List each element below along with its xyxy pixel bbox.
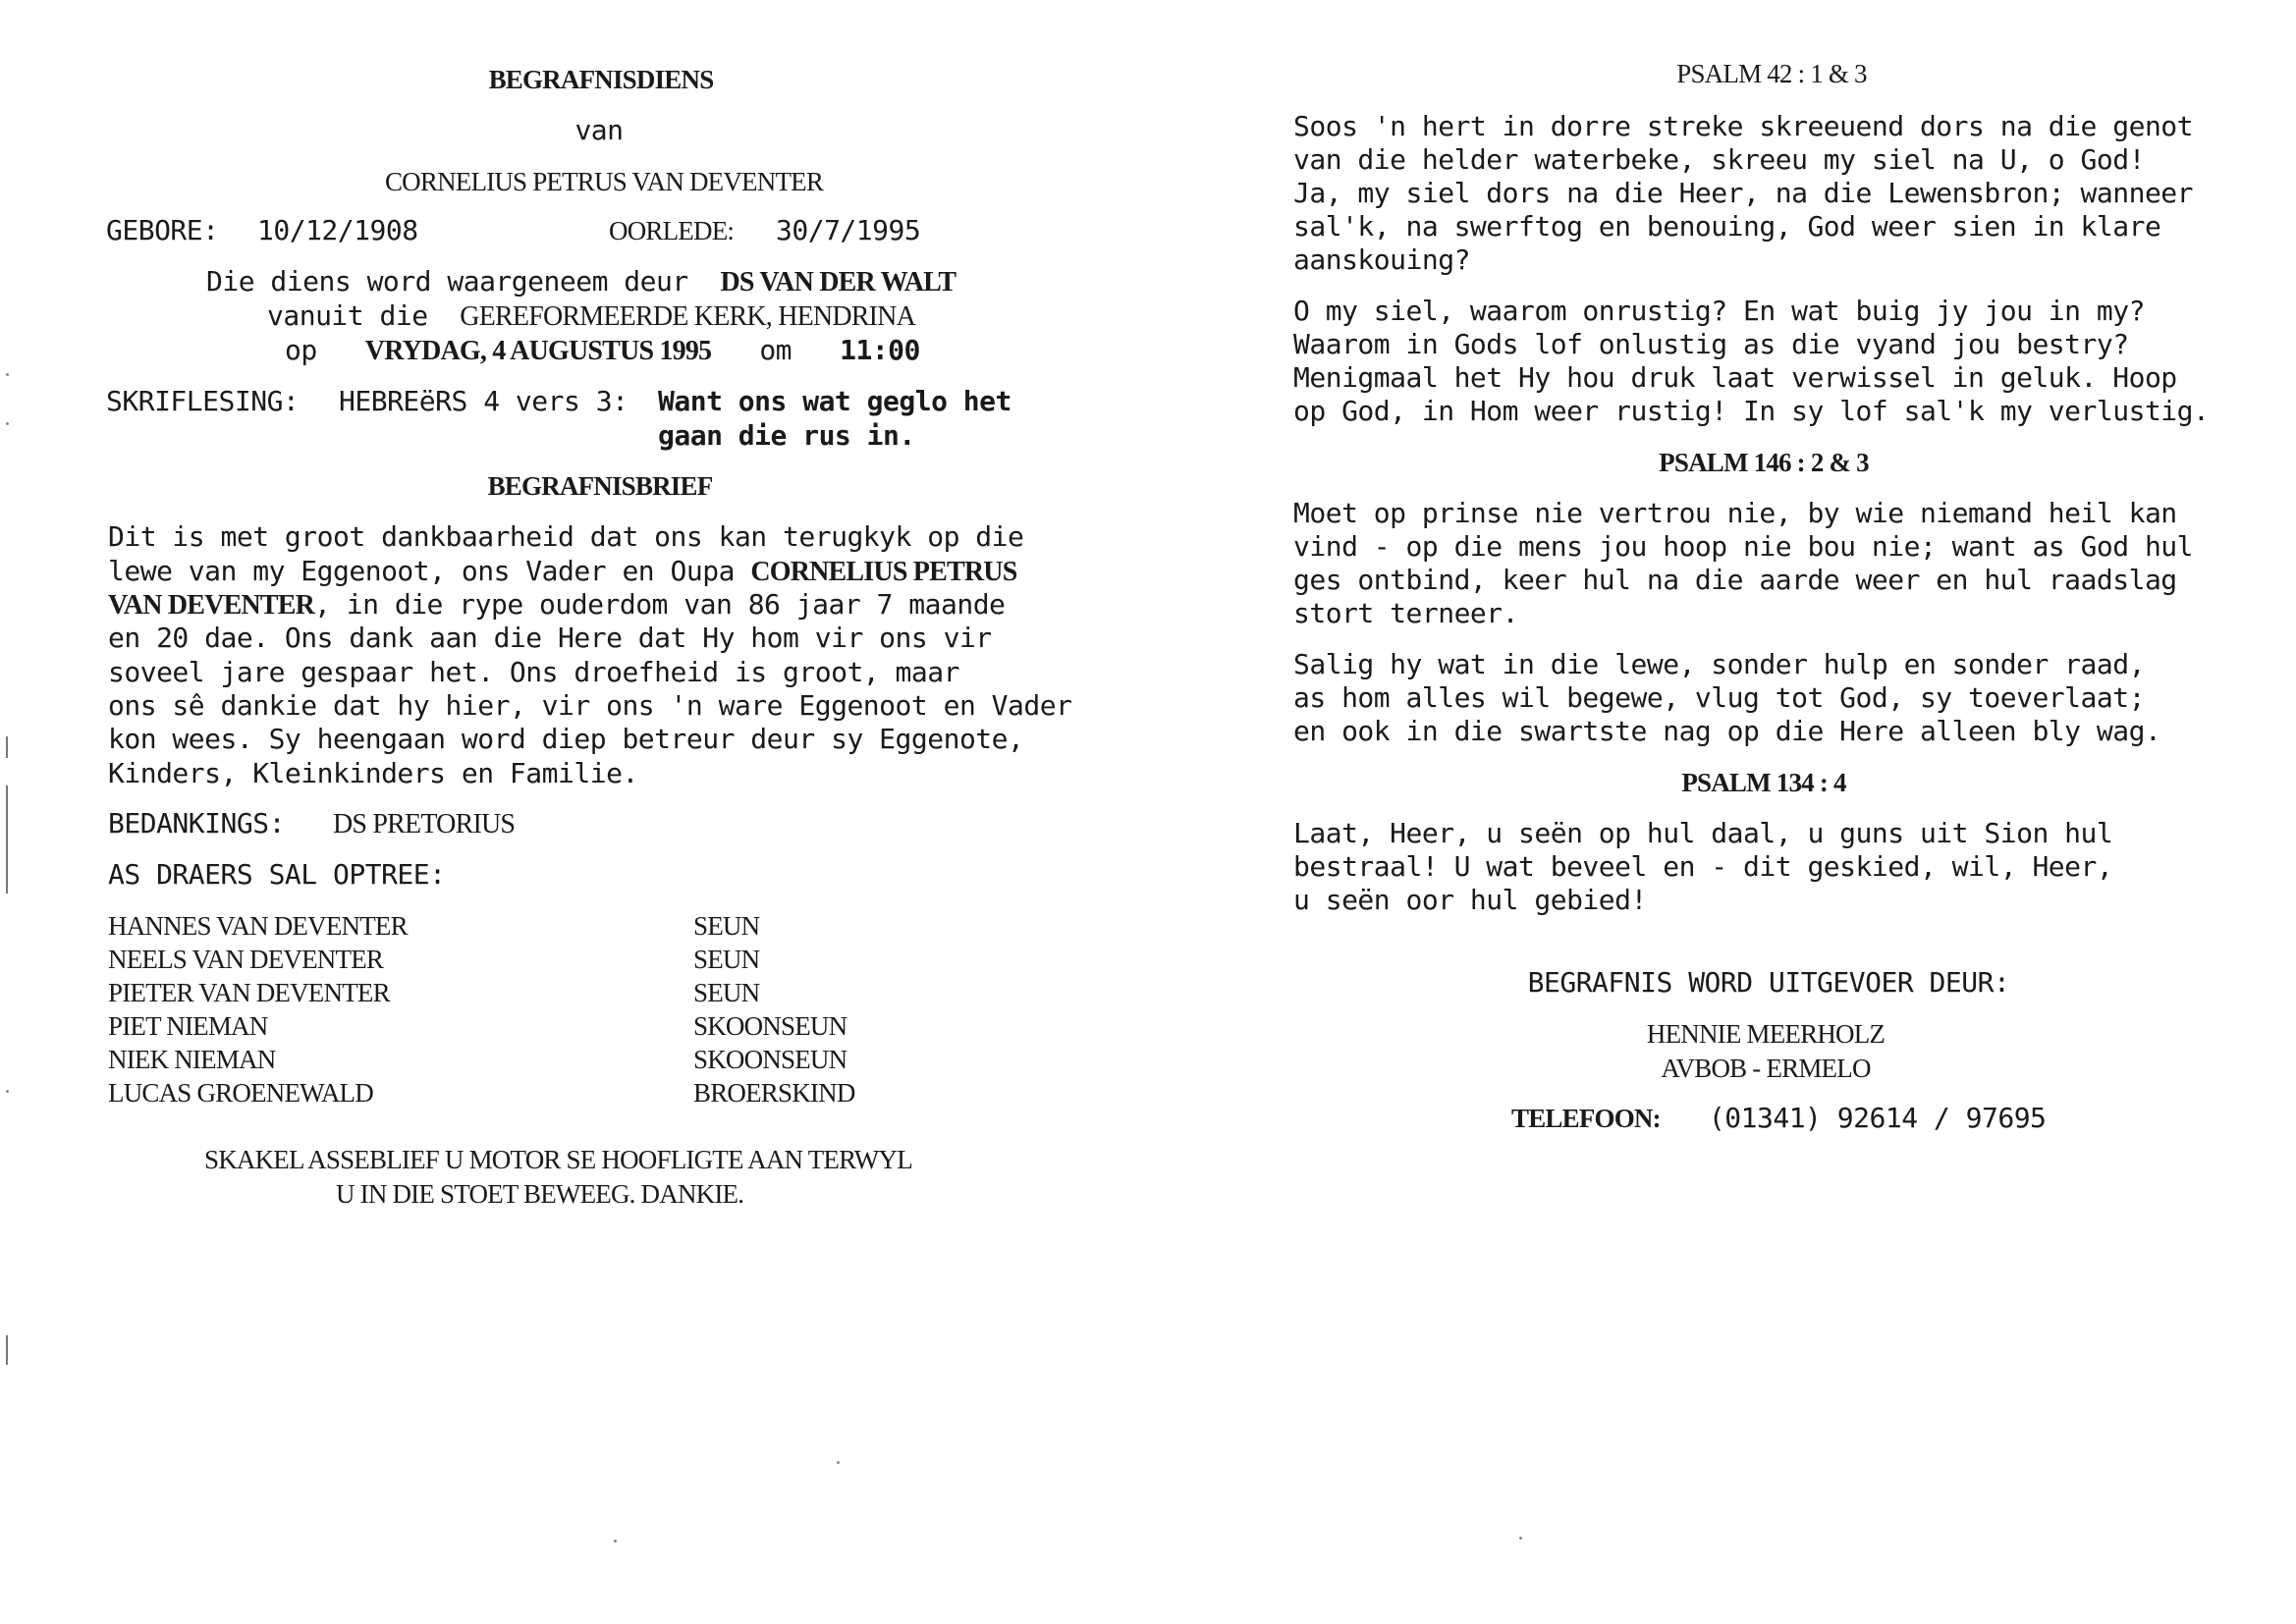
scan-dot xyxy=(837,1461,840,1464)
letter-deceased-name: CORNELIUS PETRUS xyxy=(750,557,1017,587)
phone-number: (01341) 92614 / 97695 xyxy=(1708,1102,2047,1134)
letter-line: soveel jare gespaar het. Ons droefheid is groot, maar xyxy=(108,656,959,688)
service-line-2-text: vanuit die xyxy=(267,299,428,332)
letter-line: ons sê dankie dat hy hier, vir ons 'n ware Eggenoot en Vader xyxy=(108,689,1072,722)
psalm-line: Menigmaal het Hy hou druk laat verwissel in geluk. Hoop xyxy=(1293,361,2177,394)
letter-line: Kinders, Kleinkinders en Familie. xyxy=(108,757,638,789)
died-date: 30/7/1995 xyxy=(776,214,921,246)
scan-dot xyxy=(6,422,9,425)
psalm-line: vind - op die mens jou hoop nie bou nie; want as God hul xyxy=(1293,530,2194,563)
deceased-name: CORNELIUS PETRUS VAN DEVENTER xyxy=(384,167,824,196)
service-op: op xyxy=(285,334,317,366)
service-time: 11:00 xyxy=(840,334,920,366)
right-page xyxy=(1148,0,2296,1624)
scan-mark xyxy=(6,785,8,893)
psalm-line: Soos 'n hert in dorre streke skreeuend dors na die genot xyxy=(1293,110,2194,142)
letter-line: en 20 dae. Ons dank aan die Here dat Hy hom vir ons vir xyxy=(108,622,992,654)
letter-deceased-surname: VAN DEVENTER xyxy=(108,590,315,621)
van-label: van xyxy=(574,114,624,146)
psalm-line: Waarom in Gods lof onlustig as die vyand jou bestry? xyxy=(1293,328,2129,360)
psalm-line: van die helder waterbeke, skreeu my siel na U, o God! xyxy=(1293,143,2145,176)
born-date: 10/12/1908 xyxy=(257,214,418,246)
thanks-name: DS PRETORIUS xyxy=(333,809,516,839)
thanks-line xyxy=(108,807,515,841)
undertaker-company: AVBOB - ERMELO xyxy=(1661,1054,1871,1083)
phone-line xyxy=(1511,1102,2046,1135)
reading-label: SKRIFLESING: xyxy=(106,385,300,417)
bearer-name: NEELS VAN DEVENTER xyxy=(108,945,384,974)
service-line-2 xyxy=(267,299,915,334)
psalm-1-title xyxy=(1148,57,2296,90)
reading-text-2: gaan die rus in. xyxy=(658,419,915,452)
psalm-3-title: PSALM 134 : 4 xyxy=(1681,768,1846,797)
service-title: BEGRAFNISDIENS xyxy=(488,65,714,94)
psalm-line: op God, in Hom weer rustig! In sy lof sal'k my verlustig. xyxy=(1293,395,2210,427)
bearer-relation: BROERSKIND xyxy=(693,1078,855,1108)
bearer-name: LUCAS GROENEWALD xyxy=(108,1078,373,1108)
notice-line-1: SKAKEL ASSEBLIEF U MOTOR SE HOOFLIGTE AAN TERWYL xyxy=(204,1145,912,1174)
born-label: GEBORE: xyxy=(106,214,219,246)
psalm-line: sal'k, na swerftog en benouing, God weer sien in klare xyxy=(1293,210,2161,243)
letter-line: Dit is met groot dankbaarheid dat ons kan terugkyk op die xyxy=(108,520,1024,553)
scan-mark xyxy=(6,736,8,758)
psalm-2-title: PSALM 146 : 2 & 3 xyxy=(1659,448,1869,477)
bearer-relation: SEUN xyxy=(693,945,760,974)
letter-line: kon wees. Sy heengaan word diep betreur deur sy Eggenote, xyxy=(108,723,1024,755)
letter-line xyxy=(108,588,1005,623)
psalm-line: O my siel, waarom onrustig? En wat buig jy jou in my? xyxy=(1293,295,2145,327)
scan-dot xyxy=(1519,1537,1522,1540)
service-line-1-text: Die diens word waargeneem deur xyxy=(206,265,688,298)
psalm-line: as hom alles wil begewe, vlug tot God, sy toeverlaat; xyxy=(1293,681,2145,714)
undertaker-name: HENNIE MEERHOLZ xyxy=(1646,1019,1886,1049)
psalm-1-label: PSALM 42 : 1 & 3 xyxy=(1676,59,1867,88)
reading-text-1: Want ons wat geglo het xyxy=(658,385,1011,417)
psalm-line: en ook in die swartste nag op die Here alleen bly wag. xyxy=(1293,715,2161,747)
bearer-relation: SEUN xyxy=(693,911,760,941)
service-day: VRYDAG, 4 AUGUSTUS 1995 xyxy=(364,336,712,366)
bearer-name: HANNES VAN DEVENTER xyxy=(108,911,408,941)
letter-line-text: , in die rype ouderdom van 86 jaar 7 maande xyxy=(314,588,1006,621)
bearer-relation: SKOONSEUN xyxy=(693,1045,847,1074)
service-church: GEREFORMEERDE KERK, HENDRINA xyxy=(460,301,916,332)
psalm-line: Salig hy wat in die lewe, sonder hulp en sonder raad, xyxy=(1293,648,2145,680)
letter-line-text: lewe van my Eggenoot, ons Vader en Oupa xyxy=(108,555,735,587)
bearer-relation: SKOONSEUN xyxy=(693,1011,847,1041)
funeral-by: BEGRAFNIS WORD UITGEVOER DEUR: xyxy=(1527,966,2010,999)
bearer-name: PIETER VAN DEVENTER xyxy=(108,978,390,1007)
reading-ref: HEBREëRS 4 vers 3: xyxy=(339,385,629,417)
bearer-relation: SEUN xyxy=(693,978,760,1007)
psalm-line: Ja, my siel dors na die Heer, na die Lewensbron; wanneer xyxy=(1293,177,2194,209)
notice-line-2: U IN DIE STOET BEWEEG. DANKIE. xyxy=(336,1179,744,1209)
phone-label: TELEFOON: xyxy=(1511,1104,1661,1133)
scan-mark xyxy=(6,1335,8,1365)
bearer-name: PIET NIEMAN xyxy=(108,1011,268,1041)
psalm-line: u seën oor hul gebied! xyxy=(1293,884,1647,916)
scan-dot xyxy=(614,1540,617,1543)
scan-dot xyxy=(6,1090,9,1093)
thanks-label: BEDANKINGS: xyxy=(108,807,285,839)
bearer-name: NIEK NIEMAN xyxy=(108,1045,276,1074)
letter-line xyxy=(108,555,1016,589)
scan-dot xyxy=(6,373,9,376)
psalm-line: bestraal! U wat beveel en - dit geskied, wil, Heer, xyxy=(1293,850,2113,883)
died-label: OORLEDE: xyxy=(609,216,735,245)
service-line-1 xyxy=(206,265,956,299)
psalm-line: stort terneer. xyxy=(1293,597,1519,629)
psalm-line: aanskouing? xyxy=(1293,244,1470,276)
letter-title: BEGRAFNISBRIEF xyxy=(487,471,713,501)
psalm-line: Laat, Heer, u seën op hul daal, u guns uit Sion hul xyxy=(1293,817,2113,849)
psalm-line: ges ontbind, keer hul na die aarde weer en hul raadslag xyxy=(1293,564,2177,596)
service-line-3 xyxy=(285,334,920,368)
psalm-line: Moet op prinse nie vertrou nie, by wie niemand heil kan xyxy=(1293,497,2177,529)
service-minister: DS VAN DER WALT xyxy=(720,267,957,298)
service-om: om xyxy=(759,334,793,366)
bearers-title: AS DRAERS SAL OPTREE: xyxy=(108,858,446,891)
